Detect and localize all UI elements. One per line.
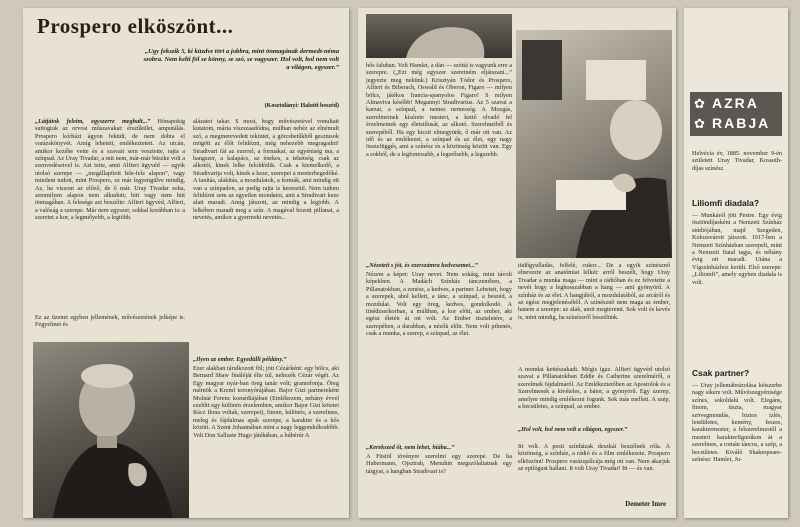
body-text-csak-partner: — Uray jellemábrázolása kétszerbe nagy sikere volt. Művészegyénisége színes, sokoldalú volt. Elegáns, finom, tiszta, magyar szövegmondás, biztos ízlés, lendületes, kemény, feszes, karaktermester, a hőszerelmestől a mesteri karakterfigurákon át a szerelmes, a román táncos, a szép, a becsületes. Kiváló Shakespeare-színész: Hamlet, Ju- bbox=[692, 382, 782, 464]
lead-paragraph bbox=[35, 118, 185, 314]
body-text-col-left: Hónapokig suttogtuk az orvosi műszavakat: érszűkület, amputálás. Prospero kórházi ágyon feküdt, de nem dobta el varázskönyvét. Amíg lehetett, emlékeztetett. Az utcán, amikor kezébe vette és a szavait sem vesztette, rajta a színpad. Az Uray Tivadar, a mit nem, már-már büszke volt a szenvedéseivel is. Azt tette, amit Alfieri ügyvéd — egyik utolsó szerepe — „megállapított fele-fele alapon”, vagy mindent tudott, mint Prospero, ez már legyengülve mindig, Az, ha viszont az előző, de ő már. Uray Tivadar soha, semmilyen alapon nem alkudott; hitt vagy nem hitt önmagában. A felesége azt beszélte: Alfieri ügyvéd, Alfieri, a valóság a szerepe. Már nem egyszer, sokkal korábban is: a szeretet a kor, a legmélyebb, a legtöbb. bbox=[35, 118, 185, 222]
subheading-liliomfi: Liliomfi diadala? bbox=[692, 198, 760, 208]
body-text-liliomfi: — Munkáról jött Pestre. Egy évig ösztöndíjasként a Nemzeti Színház stúdiójában, majd Szegeden, Kolozsvárott játszott. 1917-ben a Nemzeti Színházban szerepelt, mint a Nemzeti fiatal tagja, és néhány évig ott maradt. Utána a Vígszínházhoz került. Első szerepe: „Liliomfi”, amely egyben diadala is volt. bbox=[692, 212, 782, 286]
epigraph: „Ugy fekszik 5, ki küzdve tört a jobbra, mint önmagának dermedt-néma szobra. Nem kelti föl se könny, se szó, se vagyszer. Hol volt, hol nem volt a világon, egyszer.” bbox=[143, 48, 339, 72]
lead-quote: „Látjátok feleim, egyszerre meghalt...” bbox=[35, 118, 151, 125]
hand-icon bbox=[366, 14, 512, 58]
desk-scene-icon bbox=[516, 30, 672, 258]
flower-icon: ✿ bbox=[694, 116, 705, 131]
subheading-kerekszed: „Kerekszed őt, nem lehet, hiába...” bbox=[366, 444, 455, 451]
body-text-col-left-end: Ez az üzenet egyben jellemének, művészetének jelképe is. Fegyelmet és bbox=[35, 314, 185, 329]
body-text-col-a-2: Nézem a képet: Uray nevet. Nem sokáig, mint távoli képekben. A Madách Színház tánczenében, a Pillanatokban, a zenész, a kedves, a partner. Lehetett, hogy a szerepek, ahol kellett, a tánc, a színpad, a beszéd, a mozdulat. Volt egy öreg, kedves, gondolkodó. A tinédzserkorban, a múltban, a kor előtt, az ember, aki egész életén át ott volt. Az Ember tiszteletére, a szerepében, a darabban, a nézők előtt. Nem volt pihenés, csak a munka, a szerep, a színpad, az élet. bbox=[366, 271, 512, 338]
body-text-col-mid: alázatot takar. S most, hogy művészetével vonultait kutatom, mária viszszaadódna, múlhan nehéz az elnémult szó, a megmerevedett tekintet, a görcsbetűkből gesztusok mögött az élőt felidézni, még nehezebb megragadni! Stradivari fát az ezerrel, a formákat, az egyéniség ma, a hangszer, a kalapács, az énekes, a tehetség, csak az alkotót, kinek lelke feloldódik. Csak a kiemelkedő, a Stradivarija volt, kinek a keze, szerepei a mesterhegedőké. A tanítás, alakítás, a mozdulatok, a formák, ami mindig ott van a színpadon, az pedig rajta is keresztül. Nem tudom felidézni sem az egyetlen mondatot, ami a Stradivari keze alatt maradt. Amíg játszott, az mindig a legjobb. A lelkében maradt meg a szín. A magával hozott pillanat, a nevetés, amikor a gyermeki nevetés... bbox=[193, 118, 339, 222]
body-text-col-mid-2: Ezer alakban tárulkozott föl; jött Cézárként: egy bölcs, aki Bernard Shaw fináléját élte túl, nehezék Cézár végét. Az Egy magyar nyár-ban öreg tanár volt; gramofonja. Öreg mérnök a Kreml toronyórájában. Bajor Gizi partnereként Molnár Ferenc komédiájában (Emlékezem, nehány évvel ezelőtt egy különös érzelemben, amikor Bajor Gizi kötetei Rácz Ilona voltak, szerepei), finom, különös, a szerelmes, meleg és fájdalmas apák szerepe, a karakter és a hős között. A Szent Johannában mint a nagy leggondolkodóbb. Volt Don Salluste Hugo játékában, a húbérúr A bbox=[193, 365, 339, 439]
article-clipping-right bbox=[684, 8, 788, 518]
subheading-nezeteit: „Nézeteit s jót, és ezerszámra kedvesemet...” bbox=[366, 262, 478, 269]
portrait-photo bbox=[33, 342, 189, 518]
article-title: Prospero elköszönt... bbox=[37, 14, 234, 38]
body-text-col-b: tüdőgyulladás, felfelé, cukor... De a egyik színésznő elnevezte az anatómiai lelkét: arról beszélt, hogy Uray Tivadar a munka maga — mint a rádióban és ez felvetette a nevét hogy a leghosszabban a hang — ami gyönyörű. A színház és az élet. A hangjából, a mozdulatából, az arcáról és az egész megjelenéséből. A színésznő nem maga az ember, hanem a szerepe: az alak, amit megteremt. Sok volt és kevés is, mint mindig, ha színészről beszélünk. bbox=[518, 262, 670, 321]
author-name: Demeter Imre bbox=[625, 501, 666, 508]
subheading-csak-partner: Csak partner? bbox=[692, 368, 750, 378]
logo-line-1: AZRA bbox=[712, 95, 759, 111]
hands-photo-top-left bbox=[366, 14, 512, 58]
body-text-col-b-3: Itt volt. A pesti színházak deszkái beszélnek róla. A közönség, a színház, a rádió és a film emlékezete. Prospero elköszönt! Prospero varázspálcája még ott van. Nem akarjuk az epilógust hallani. It volt Uray Tivadar! Itt — és van. bbox=[518, 443, 670, 473]
epigraph-source: (Kosztolányi: Halotti beszéd) bbox=[264, 103, 339, 109]
body-text-col-a-3: A Füstöl tövényre szerelmi egy szerepe. De ha Hubermann, Ojsztrah, Menuhin megszólaltatnak egy tárgyat, a hangban Stradivari is? bbox=[366, 453, 512, 475]
flower-icon: ✿ bbox=[694, 96, 705, 111]
intro-text: Helvécia év, 1885. november 9-én született Uray Tivadar, Kossuth-díjas színész. bbox=[692, 150, 782, 172]
subheading-ilyen-az-ember: „Ilyen az ember. Egyedülli példány.” bbox=[193, 356, 287, 363]
desk-photo bbox=[516, 30, 672, 258]
body-text-col-a: hős faluban. Volt Hamlet, a dán — szóttá is vagyunk erre a szerepre. („Ezt még egyszer szeretném eljátszani...” jegyezte meg nekünk.) Krisztyán Tódor és Prospero, Alfieri és Biberach, Oswald és Oberon, Figaro — milyen bölcs, játékos francia-spanyolos Figaro! S milyen Almaviva később! Megannyi Stradivarius. Az 5 szavai a karzat, a színpad, a nemes nemesség. A Mozgás, szerelmeinek kísérete mesteri, a kettő olvadó fel érzelmeinek egy életstílusát, az alkotó. Szerelmeiből és szerepéből. Ha egy kicsit elmegyünk, ő már ott van. Az idő és az emlékezet, a színpad és az élet, egy nagy összefüggés, ami a színész és a közönség között van. Egy a sokból, de a legfontosabb, a legerősebb, a legszebb. bbox=[366, 62, 512, 158]
article-clipping-left bbox=[23, 8, 349, 518]
article-clipping-middle bbox=[358, 8, 676, 518]
logo-line-2: RABJA bbox=[712, 115, 771, 131]
azra-logo bbox=[690, 92, 782, 136]
subheading-hol-volt: „Hol volt, hol nem volt a világon, egyszer.” bbox=[518, 426, 628, 433]
body-text-col-b-2: A mondat kettészakadt. Mégis igaz. Alfieri ügyvéd utolsó szavai a Pillanatokban Eddie és Catherine szerelméről, a szerelmek fájdalmáról. Az Emlékeztetőben az Apostolok és a Szerelmesek a kivételes, a bátor, a gyönyörű. Egy szerep, amelyre mindig emlékezni fogunk. Sok más mellett. A szép, a becsületes, a színpad, az ember. bbox=[518, 366, 670, 411]
portrait-figure-icon bbox=[33, 342, 189, 518]
